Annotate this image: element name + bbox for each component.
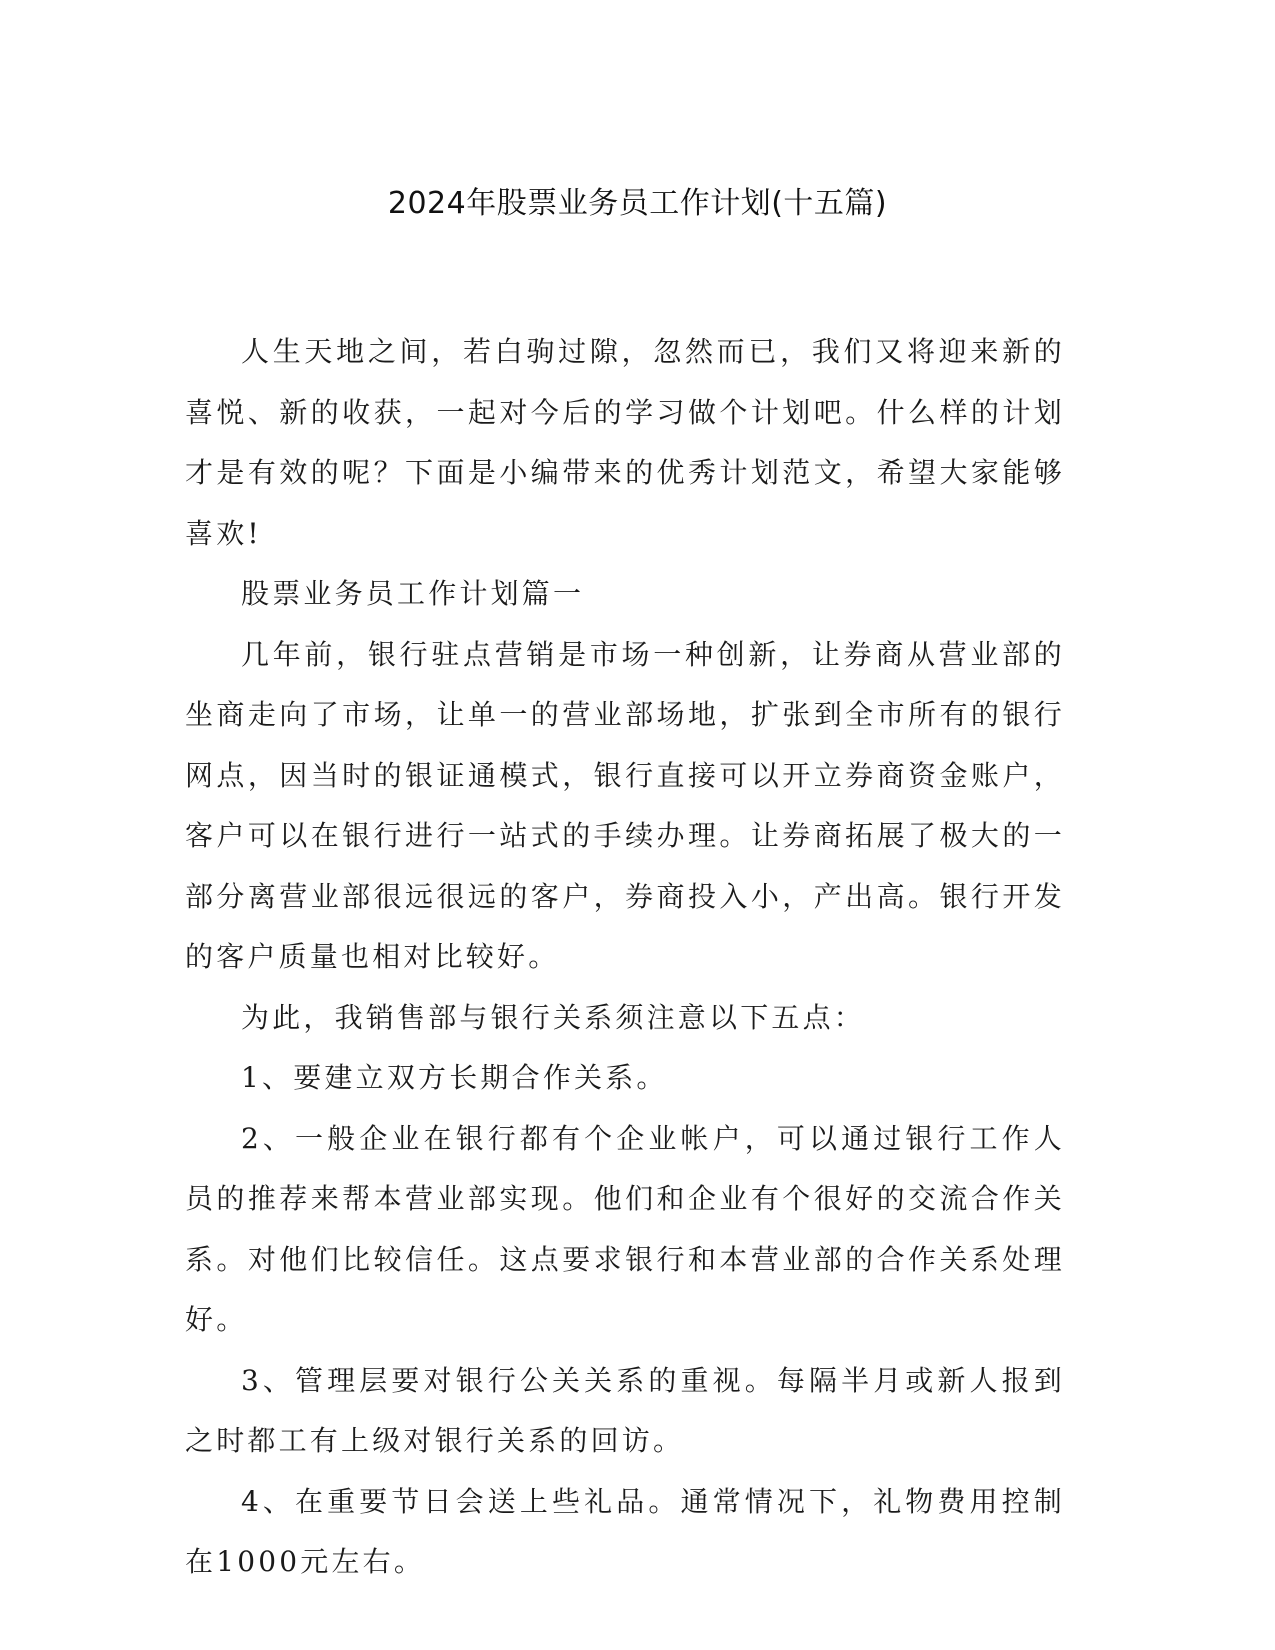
list-item-2: 2、一般企业在银行都有个企业帐户，可以通过银行工作人员的推荐来帮本营业部实现。他们和企业有个很好的交流合作关系。对他们比较信任。这点要求银行和本营业部的合作关系处理好。 bbox=[185, 1121, 1065, 1336]
list-item-1: 1、要建立双方长期合作关系。 bbox=[241, 1061, 668, 1094]
paragraph-background: 几年前，银行驻点营销是市场一种创新，让券商从营业部的坐商走向了市场，让单一的营业部场地，扩张到全市所有的银行网点，因当时的银证通模式，银行直接可以开立券商资金账户，客户可以在银行进行一站式的手续办理。让券商拓展了极大的一部分离营业部很远很远的客户，券商投入小，产出高。银行开发的客户质量也相对比较好。 bbox=[185, 637, 1065, 973]
list-item-3: 3、管理层要对银行公关关系的重视。每隔半月或新人报到之时都工有上级对银行关系的回访。 bbox=[185, 1363, 1065, 1457]
document-title: 2024年股票业务员工作计划(十五篇) bbox=[387, 186, 888, 221]
paragraph-five-points-intro: 为此，我销售部与银行关系须注意以下五点： bbox=[241, 1000, 866, 1034]
paragraph-intro: 人生天地之间，若白驹过隙，忽然而已，我们又将迎来新的喜悦、新的收获，一起对今后的学习做个计划吧。什么样的计划才是有效的呢？下面是小编带来的优秀计划范文，希望大家能够喜欢! bbox=[185, 335, 1065, 550]
section-heading: 股票业务员工作计划篇一 bbox=[241, 577, 585, 610]
document-body bbox=[185, 322, 1065, 1593]
list-item-4: 4、在重要节日会送上些礼品。通常情况下，礼物费用控制在1000元左右。 bbox=[185, 1484, 1065, 1578]
